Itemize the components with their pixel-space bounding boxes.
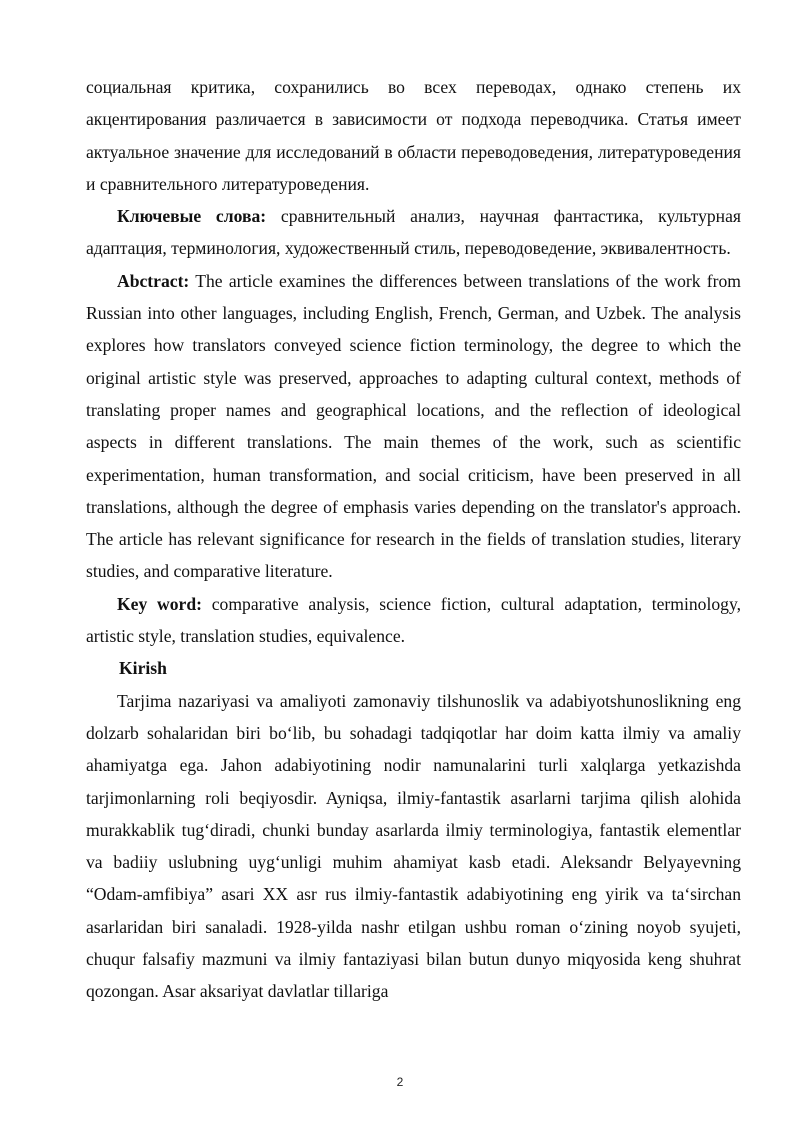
russian-keywords-text: сравнительный анализ, научная фантастика, культурная адаптация, терминология, художественный стиль, переводоведение, эквивалентность. [86, 206, 741, 259]
document-body [86, 71, 741, 1008]
russian-abstract-continuation: социальная критика, сохранились во всех переводах, однако степень их акцентирования различается в зависимости от подхода переводчика. Статья имеет актуальное значение для исследований в области переводоведения, литературоведения и сравнительного литературоведения. [86, 77, 741, 194]
english-keywords-label: Key word: [117, 593, 202, 614]
english-abstract-text: The article examines the differences between translations of the work from Russian into other languages, including English, French, German, and Uzbek. The analysis explores how translators conveyed science fiction terminology, the degree to which the original artistic style was preserved, approaches to adapting cultural context, methods of translating proper names and geographical locations, and the reflection of ideological aspects in different translations. The main themes of the work, such as scientific experimentation, human transformation, and social criticism, have been preserved in all translations, although the degree of emphasis varies depending on the translator's approach. The article has relevant significance for research in the fields of translation studies, literary studies, and comparative literature. [86, 270, 741, 582]
russian-keywords [86, 200, 741, 265]
section-heading: Kirish [119, 658, 167, 679]
page-number: 2 [396, 1075, 404, 1089]
english-keywords [86, 588, 741, 653]
english-abstract-label: Abctract: [117, 270, 190, 291]
english-keywords-text: comparative analysis, science fiction, cultural adaptation, terminology, artistic style, translation studies, equivalence. [86, 593, 741, 647]
intro-paragraph: Tarjima nazariyasi va amaliyoti zamonaviy tilshunoslik va adabiyotshunoslikning eng dolzarb sohalaridan biri bo‘lib, bu sohadagi tadqiqotlar har doim katta ilmiy va amaliy ahamiyatga ega. Jahon adabiyotining nodir namunalarini turli xalqlarga yetkazishda tarjimonlarning roli beqiyosdir. Ayniqsa, ilmiy-fantastik asarlarni tarjima qilish alohida murakkablik tug‘diradi, chunki bunday asarlarda ilmiy terminologiya, fantastik elementlar va badiiy uslubning uyg‘unligi muhim ahamiyat kasb etadi. Aleksandr Belyayevning “Odam-amfibiya” asari XX asr rus ilmiy-fantastik adabiyotining eng yirik va ta‘sirchan asarlaridan biri sanaladi. 1928-yilda nashr etilgan ushbu roman o‘zining noyob syujeti, chuqur falsafiy mazmuni va ilmiy fantaziyasi bilan butun dunyo miqyosida keng shuhrat qozongan. Asar aksariyat davlatlar tillariga [86, 690, 741, 1002]
english-abstract [86, 265, 741, 588]
russian-keywords-label: Ключевые слова: [117, 206, 267, 227]
